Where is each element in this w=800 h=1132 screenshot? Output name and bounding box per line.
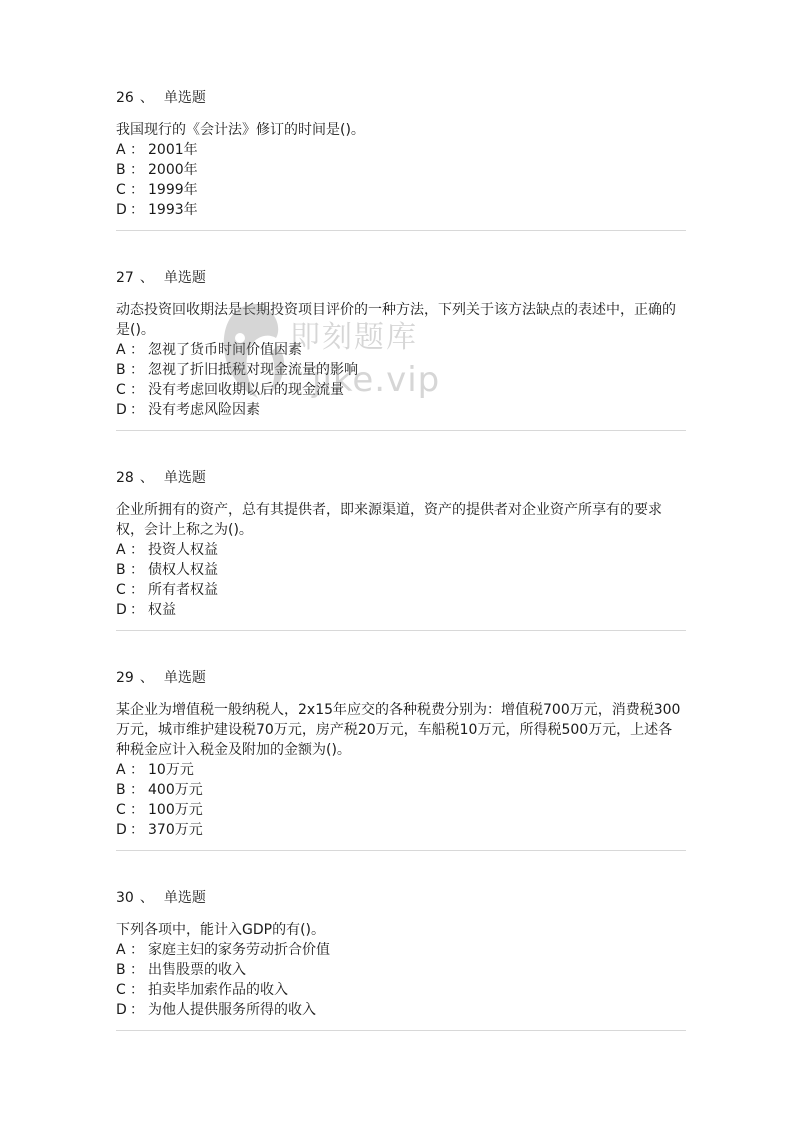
option-text: 1993年 bbox=[148, 202, 198, 218]
option-text: 家庭主妇的家务劳动折合价值 bbox=[148, 942, 330, 958]
option-colon: ： bbox=[130, 362, 144, 378]
question-separator: 、 bbox=[139, 890, 154, 906]
option-colon: ： bbox=[130, 582, 144, 598]
option-colon: ： bbox=[130, 762, 144, 778]
option-text: 100万元 bbox=[148, 802, 203, 818]
option-colon: ： bbox=[130, 602, 144, 618]
question-divider bbox=[116, 630, 686, 631]
option-letter: D bbox=[116, 1002, 127, 1018]
option-letter: A bbox=[116, 942, 126, 958]
question-divider bbox=[116, 1030, 686, 1031]
option-d[interactable] bbox=[116, 600, 686, 620]
option-a[interactable] bbox=[116, 540, 686, 560]
option-colon: ： bbox=[130, 142, 144, 158]
option-c[interactable] bbox=[116, 980, 686, 1000]
question-type: 单选题 bbox=[163, 470, 206, 486]
option-letter: D bbox=[116, 602, 127, 618]
question-stem: 动态投资回收期法是长期投资项目评价的一种方法，下列关于该方法缺点的表述中，正确的是()。 bbox=[116, 302, 676, 338]
option-colon: ： bbox=[130, 162, 144, 178]
option-colon: ： bbox=[130, 962, 144, 978]
option-colon: ： bbox=[130, 982, 144, 998]
option-b[interactable] bbox=[116, 560, 686, 580]
option-text: 没有考虑回收期以后的现金流量 bbox=[148, 382, 344, 398]
option-colon: ： bbox=[130, 542, 144, 558]
option-letter: B bbox=[116, 562, 126, 578]
question-number: 26 bbox=[116, 90, 134, 106]
option-letter: A bbox=[116, 142, 126, 158]
option-letter: C bbox=[116, 582, 126, 598]
question-stem: 下列各项中，能计入GDP的有()。 bbox=[116, 922, 325, 938]
option-colon: ： bbox=[130, 402, 144, 418]
question-26 bbox=[116, 88, 686, 220]
option-text: 2000年 bbox=[148, 162, 198, 178]
option-letter: C bbox=[116, 182, 126, 198]
option-d[interactable] bbox=[116, 820, 686, 840]
option-letter: C bbox=[116, 382, 126, 398]
option-c[interactable] bbox=[116, 800, 686, 820]
option-c[interactable] bbox=[116, 380, 686, 400]
question-type: 单选题 bbox=[163, 90, 206, 106]
question-number: 29 bbox=[116, 670, 134, 686]
option-colon: ： bbox=[130, 202, 144, 218]
option-letter: A bbox=[116, 342, 126, 358]
option-text: 1999年 bbox=[148, 182, 198, 198]
watermark-text-en: jike.vip bbox=[312, 360, 441, 400]
option-letter: D bbox=[116, 402, 127, 418]
question-number: 28 bbox=[116, 470, 134, 486]
watermark-text-cn: 即刻题库 bbox=[290, 320, 418, 355]
question-header bbox=[116, 468, 686, 488]
option-text: 忽视了折旧抵税对现金流量的影响 bbox=[148, 362, 358, 378]
question-type: 单选题 bbox=[163, 670, 206, 686]
option-letter: B bbox=[116, 962, 126, 978]
question-type: 单选题 bbox=[163, 270, 206, 286]
option-letter: B bbox=[116, 782, 126, 798]
question-stem: 某企业为增值税一般纳税人，2x15年应交的各种税费分别为：增值税700万元，消费税300万元，城市维护建设税70万元，房产税20万元，车船税10万元，所得税500万元，上述各种税金应计入税金及附加的金额为()。 bbox=[116, 702, 681, 758]
option-colon: ： bbox=[130, 782, 144, 798]
option-text: 2001年 bbox=[148, 142, 198, 158]
question-number: 27 bbox=[116, 270, 134, 286]
question-divider bbox=[116, 230, 686, 231]
option-text: 拍卖毕加索作品的收入 bbox=[148, 982, 288, 998]
option-letter: D bbox=[116, 202, 127, 218]
option-colon: ： bbox=[130, 942, 144, 958]
option-text: 400万元 bbox=[148, 782, 203, 798]
option-text: 忽视了货币时间价值因素 bbox=[148, 342, 302, 358]
option-letter: D bbox=[116, 822, 127, 838]
option-text: 没有考虑风险因素 bbox=[148, 402, 260, 418]
question-separator: 、 bbox=[139, 90, 154, 106]
question-divider bbox=[116, 430, 686, 431]
option-d[interactable] bbox=[116, 400, 686, 420]
option-c[interactable] bbox=[116, 180, 686, 200]
option-b[interactable] bbox=[116, 780, 686, 800]
option-text: 10万元 bbox=[148, 762, 194, 778]
option-letter: C bbox=[116, 982, 126, 998]
option-letter: C bbox=[116, 802, 126, 818]
option-b[interactable] bbox=[116, 360, 686, 380]
question-header bbox=[116, 888, 686, 908]
question-separator: 、 bbox=[139, 470, 154, 486]
option-colon: ： bbox=[130, 342, 144, 358]
question-stem: 我国现行的《会计法》修订的时间是()。 bbox=[116, 122, 365, 138]
question-number: 30 bbox=[116, 890, 134, 906]
question-27 bbox=[116, 268, 686, 420]
option-d[interactable] bbox=[116, 200, 686, 220]
option-letter: B bbox=[116, 162, 126, 178]
option-b[interactable] bbox=[116, 960, 686, 980]
option-a[interactable] bbox=[116, 140, 686, 160]
option-colon: ： bbox=[130, 182, 144, 198]
option-text: 投资人权益 bbox=[148, 542, 218, 558]
option-colon: ： bbox=[130, 562, 144, 578]
question-header bbox=[116, 88, 686, 108]
option-a[interactable] bbox=[116, 340, 686, 360]
question-30 bbox=[116, 888, 686, 1020]
option-c[interactable] bbox=[116, 580, 686, 600]
question-type: 单选题 bbox=[163, 890, 206, 906]
option-b[interactable] bbox=[116, 160, 686, 180]
option-letter: B bbox=[116, 362, 126, 378]
option-colon: ： bbox=[130, 1002, 144, 1018]
option-text: 370万元 bbox=[148, 822, 203, 838]
option-a[interactable] bbox=[116, 940, 686, 960]
option-colon: ： bbox=[130, 802, 144, 818]
question-header bbox=[116, 668, 686, 688]
option-a[interactable] bbox=[116, 760, 686, 780]
option-text: 所有者权益 bbox=[148, 582, 218, 598]
option-text: 为他人提供服务所得的收入 bbox=[148, 1002, 316, 1018]
option-letter: A bbox=[116, 762, 126, 778]
option-letter: A bbox=[116, 542, 126, 558]
question-divider bbox=[116, 850, 686, 851]
question-stem: 企业所拥有的资产，总有其提供者，即来源渠道，资产的提供者对企业资产所享有的要求权，会计上称之为()。 bbox=[116, 502, 662, 538]
question-28 bbox=[116, 468, 686, 620]
option-colon: ： bbox=[130, 822, 144, 838]
option-text: 权益 bbox=[148, 602, 176, 618]
option-text: 出售股票的收入 bbox=[148, 962, 246, 978]
question-header bbox=[116, 268, 686, 288]
question-29 bbox=[116, 668, 686, 840]
option-text: 债权人权益 bbox=[148, 562, 218, 578]
question-separator: 、 bbox=[139, 670, 154, 686]
option-d[interactable] bbox=[116, 1000, 686, 1020]
option-colon: ： bbox=[130, 382, 144, 398]
question-separator: 、 bbox=[139, 270, 154, 286]
